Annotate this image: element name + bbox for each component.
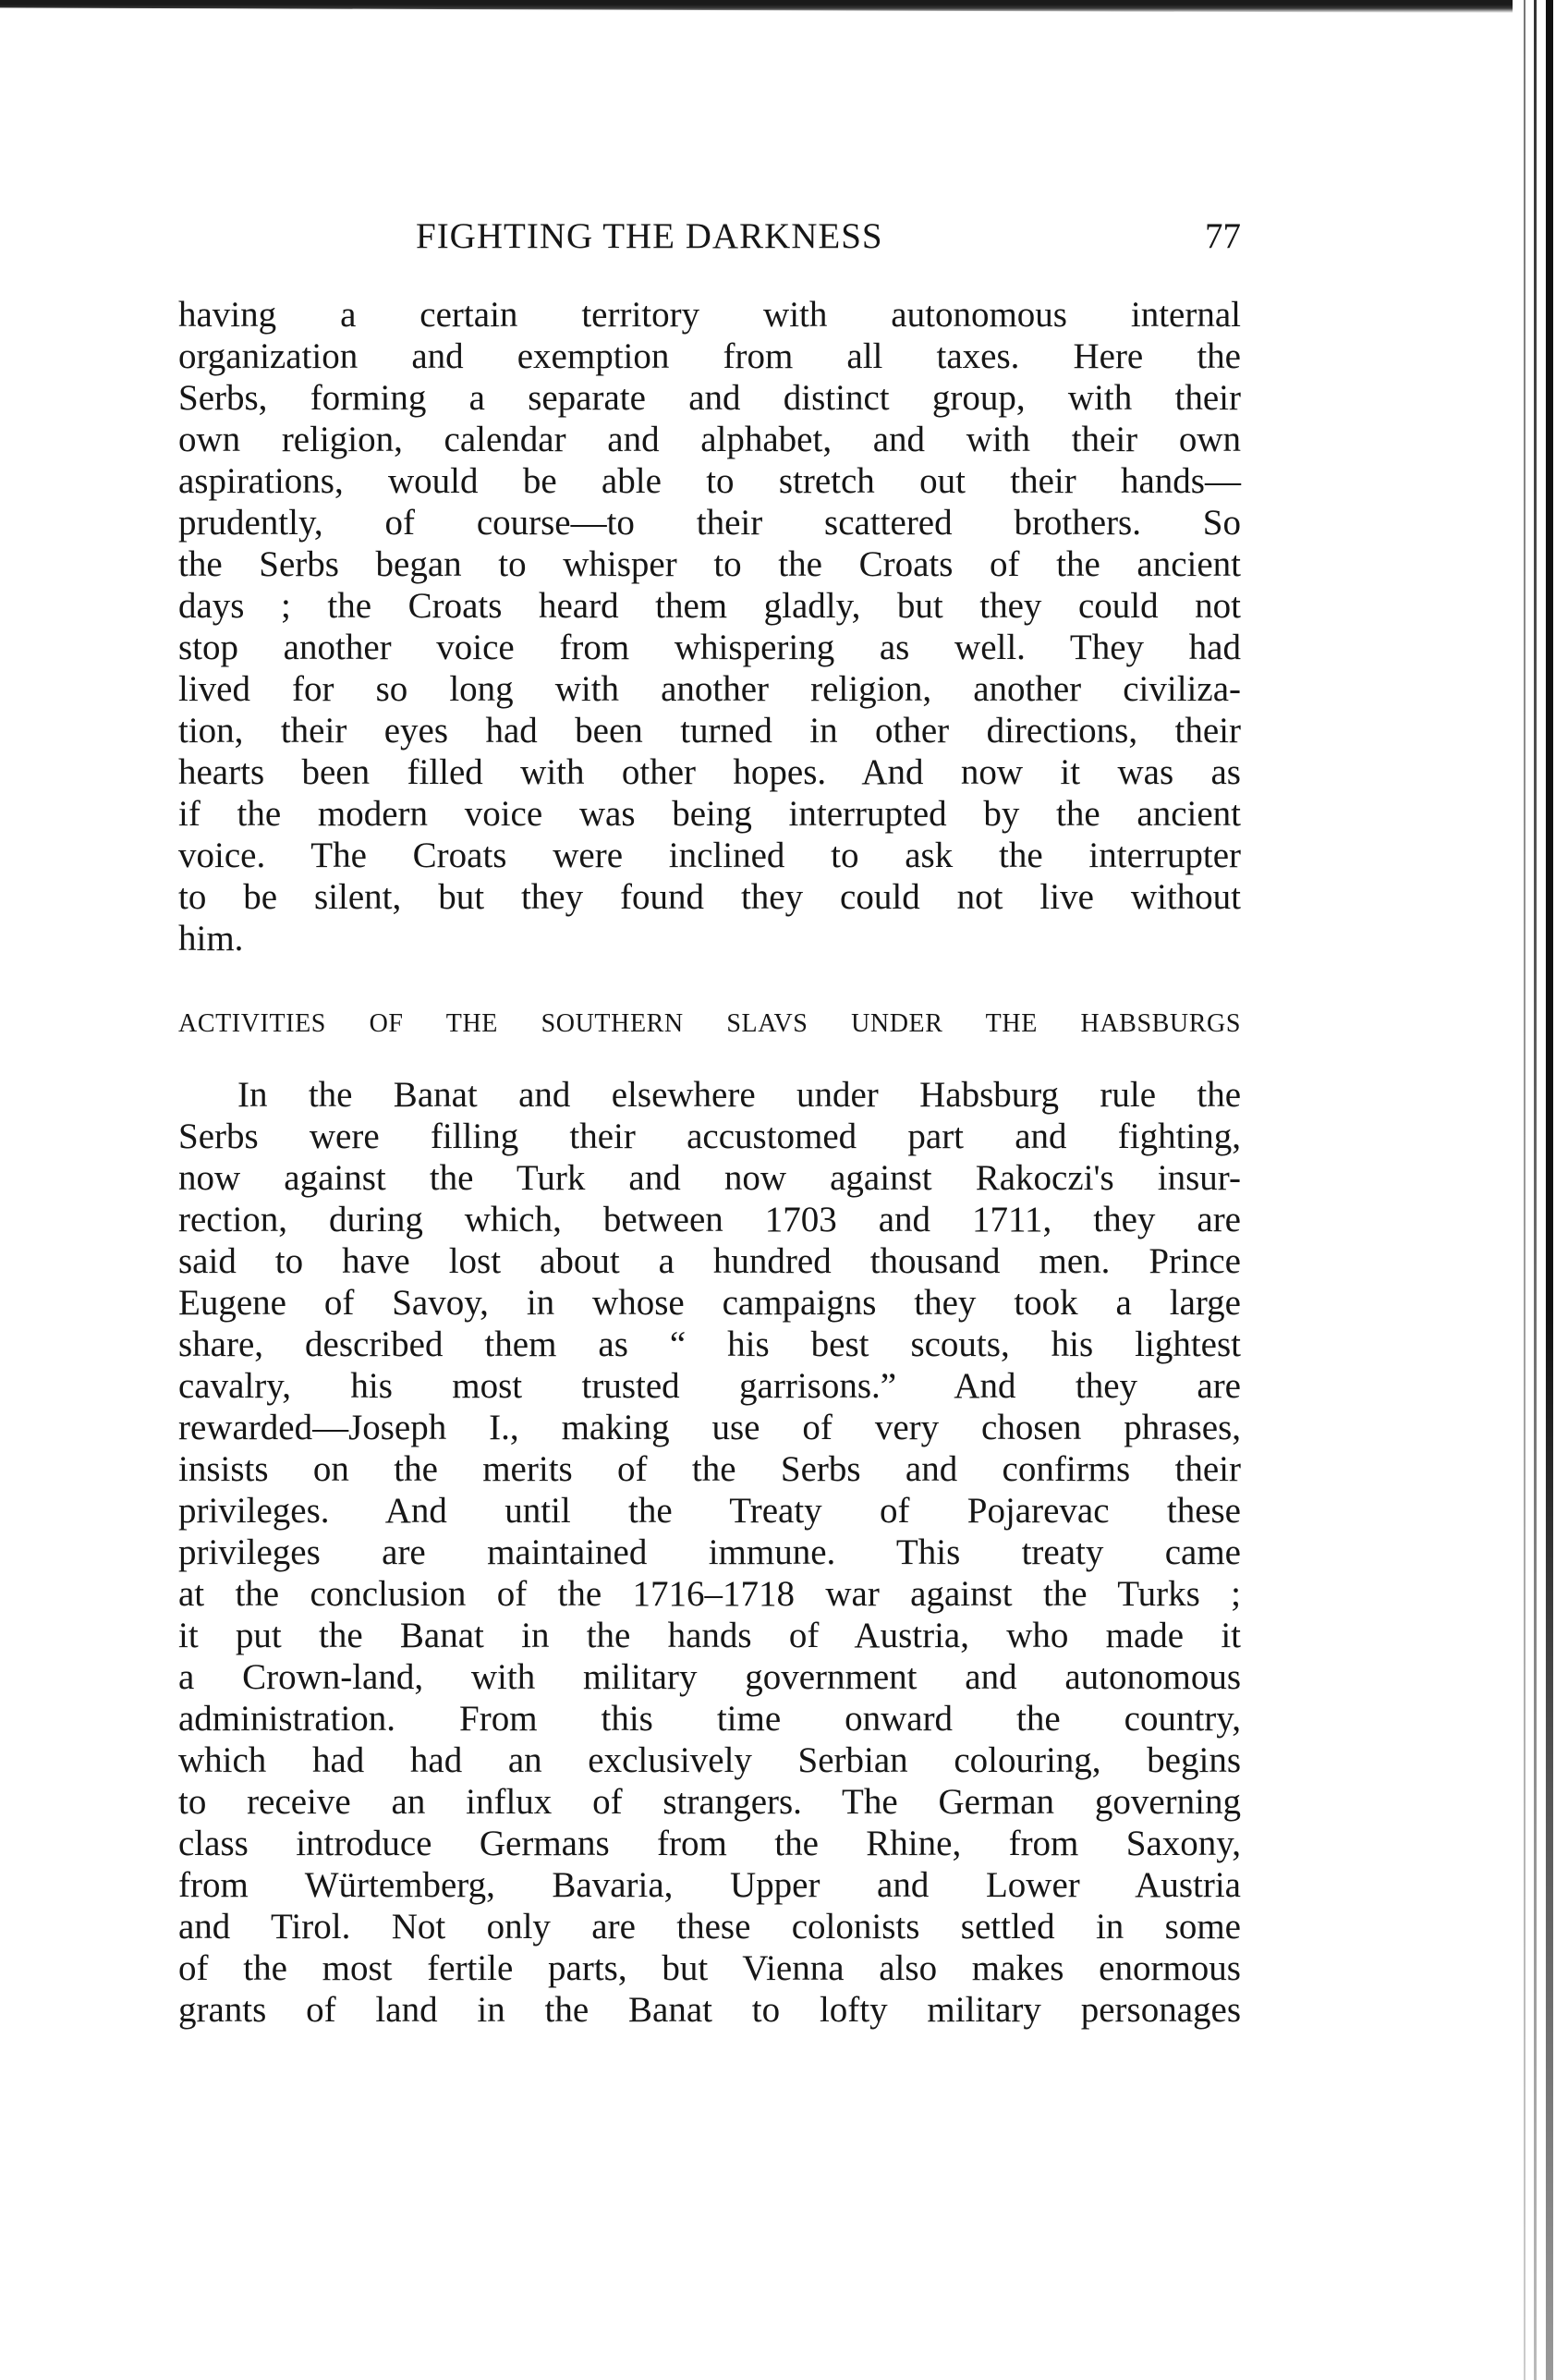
- scan-page-edge: [1513, 0, 1568, 2380]
- text-line: In the Banat and elsewhere under Habsburg rule the: [237, 1075, 1241, 1115]
- text-line: aspirations, would be able to stretch out their hands—: [178, 461, 1241, 501]
- text-line: which had had an exclusively Serbian colouring, begins: [178, 1740, 1241, 1780]
- text-line: rewarded—Joseph I., making use of very chosen phrases,: [178, 1408, 1241, 1447]
- running-head: [178, 215, 1241, 271]
- text-line: rection, during which, between 1703 and 1711, they are: [178, 1200, 1241, 1239]
- scan-edge-shadow: [1546, 0, 1553, 2380]
- text-line: privileges are maintained immune. This treaty came: [178, 1532, 1241, 1572]
- text-line: days ; the Croats heard them gladly, but they could not: [178, 586, 1241, 626]
- paragraph: [178, 1074, 1241, 2031]
- text-line: now against the Turk and now against Rakoczi's insur-: [178, 1158, 1241, 1198]
- text-line: and Tirol. Not only are these colonists settled in some: [178, 1907, 1241, 1947]
- text-line: share, described them as “ his best scouts, his lightest: [178, 1324, 1241, 1364]
- scan-top-edge: [0, 0, 1534, 13]
- text-line: tion, their eyes had been turned in other directions, their: [178, 711, 1241, 751]
- text-line: own religion, calendar and alphabet, and with their own: [178, 420, 1241, 459]
- text-line: at the conclusion of the 1716–1718 war against the Turks ;: [178, 1574, 1241, 1614]
- text-line: him.: [178, 919, 244, 958]
- text-line: the Serbs began to whisper to the Croats of the ancient: [178, 544, 1241, 584]
- text-line: to be silent, but they found they could not live without: [178, 877, 1241, 917]
- text-line: hearts been filled with other hopes. And now it was as: [178, 752, 1241, 792]
- text-line: of the most fertile parts, but Vienna also makes enormous: [178, 1948, 1241, 1988]
- text-line: Serbs, forming a separate and distinct group, with their: [178, 378, 1241, 418]
- text-line: stop another voice from whispering as well. They had: [178, 628, 1241, 667]
- text-line: if the modern voice was being interrupted by the ancient: [178, 794, 1241, 834]
- text-line: to receive an influx of strangers. The German governing: [178, 1782, 1241, 1822]
- text-line: lived for so long with another religion, another civiliza-: [178, 669, 1241, 709]
- text-line: prudently, of course—to their scattered brothers. So: [178, 503, 1241, 543]
- text-line: Eugene of Savoy, in whose campaigns they took a large: [178, 1283, 1241, 1323]
- text-line: a Crown-land, with military government and autonomous: [178, 1657, 1241, 1697]
- text-line: privileges. And until the Treaty of Pojarevac these: [178, 1491, 1241, 1531]
- text-line: cavalry, his most trusted garrisons.” And they are: [178, 1366, 1241, 1406]
- text-line: said to have lost about a hundred thousand men. Prince: [178, 1241, 1241, 1281]
- text-line: organization and exemption from all taxes. Here the: [178, 336, 1241, 376]
- text-line: class introduce Germans from the Rhine, from Saxony,: [178, 1824, 1241, 1863]
- section-heading: ACTIVITIES OF THE SOUTHERN SLAVS UNDER THE HABSBURGS: [178, 1009, 1241, 1038]
- text-line: grants of land in the Banat to lofty military personages: [178, 1990, 1241, 2030]
- text-line: it put the Banat in the hands of Austria, who made it: [178, 1616, 1241, 1655]
- text-line: voice. The Croats were inclined to ask the interrupter: [178, 836, 1241, 875]
- running-title: FIGHTING THE DARKNESS: [416, 216, 883, 256]
- text-line: Serbs were filling their accustomed part and fighting,: [178, 1117, 1241, 1156]
- page-number: 77: [1205, 216, 1241, 256]
- paragraph-continued: [178, 294, 1241, 959]
- text-line: from Würtemberg, Bavaria, Upper and Lower Austria: [178, 1865, 1241, 1905]
- text-line: insists on the merits of the Serbs and confirms their: [178, 1449, 1241, 1489]
- scan-edge-shadow: [1524, 0, 1525, 2380]
- scan-edge-shadow: [1534, 0, 1537, 2380]
- text-line: having a certain territory with autonomous internal: [178, 295, 1241, 335]
- text-line: administration. From this time onward the country,: [178, 1699, 1241, 1739]
